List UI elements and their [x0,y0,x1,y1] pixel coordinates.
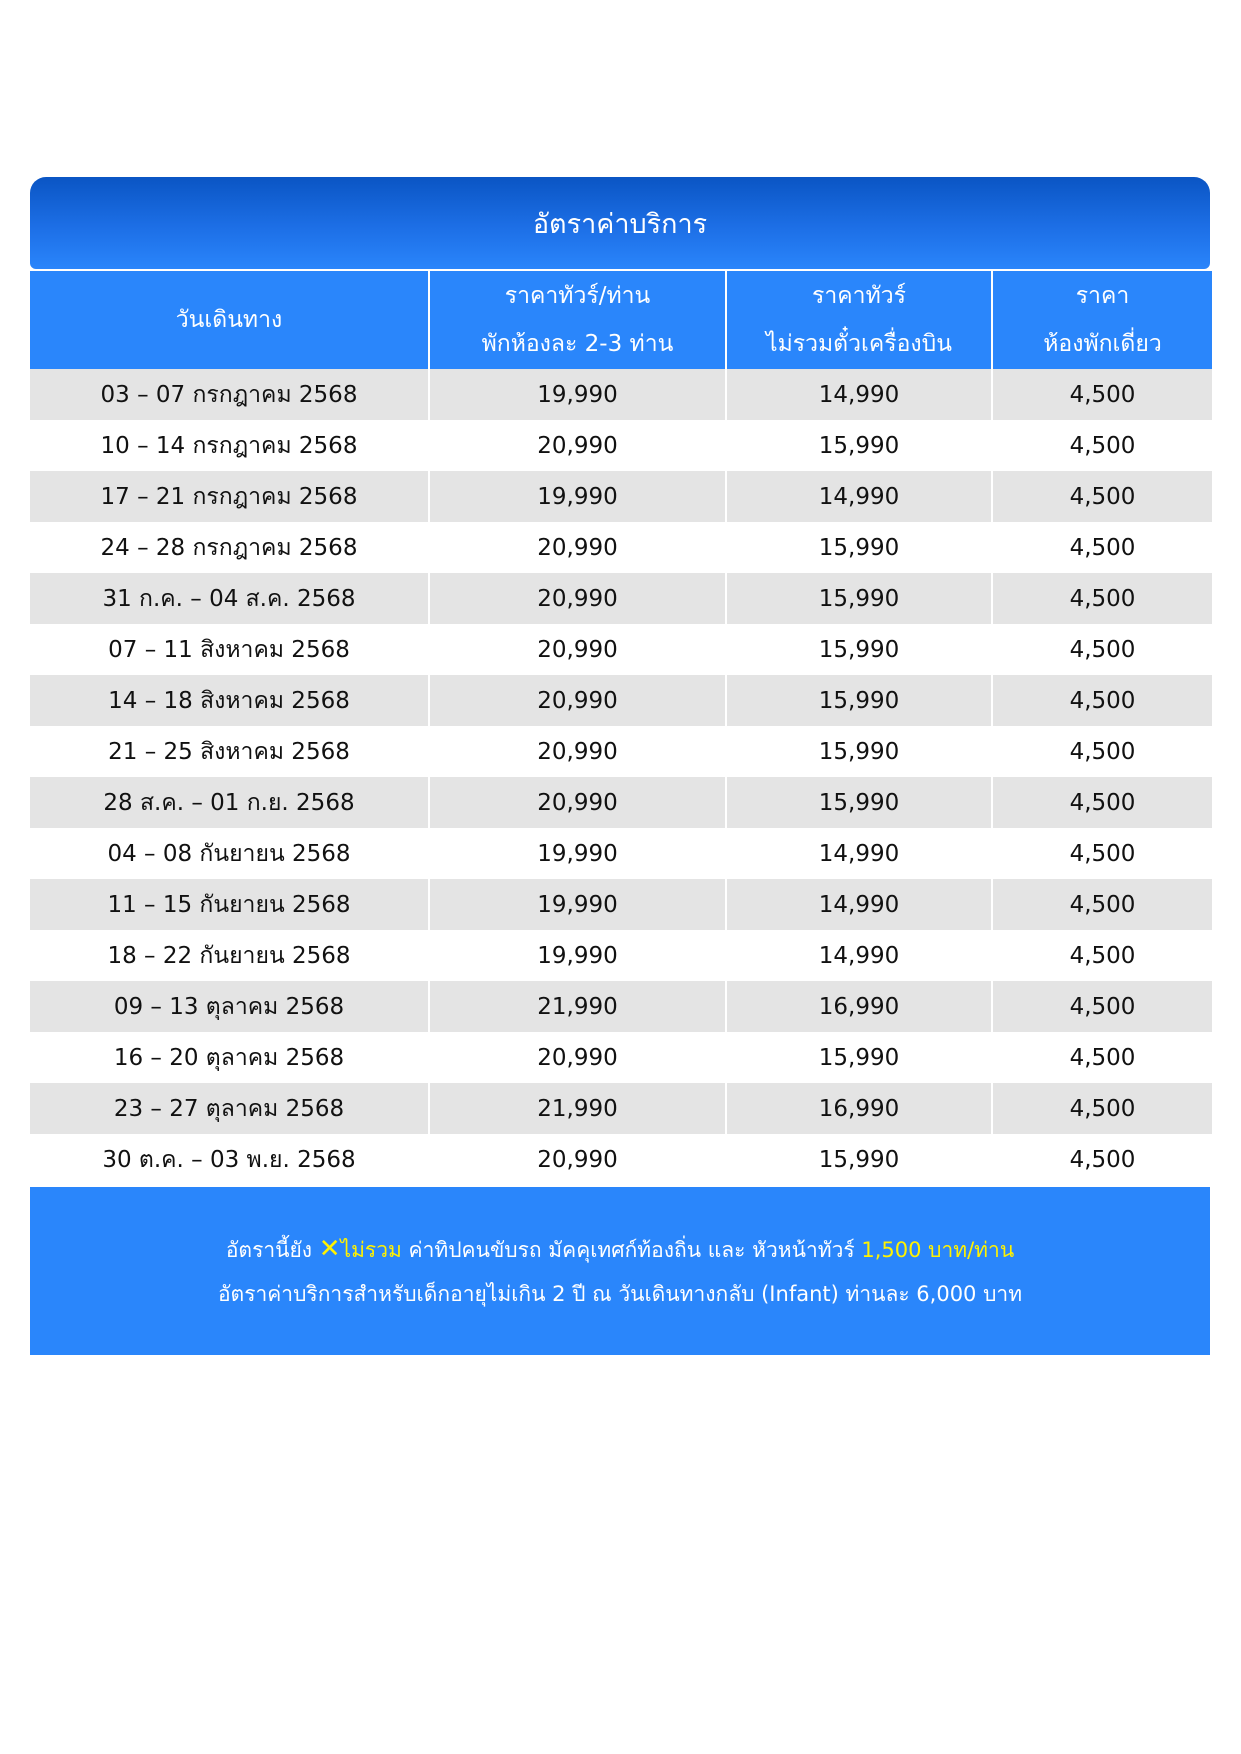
no-flight-price-cell: 16,990 [727,1083,991,1134]
travel-date-cell: 17 – 21 กรกฎาคม 2568 [30,471,428,522]
no-flight-price-cell: 15,990 [727,420,991,471]
travel-date-cell: 03 – 07 กรกฎาคม 2568 [30,369,428,420]
single-room-cell: 4,500 [993,981,1212,1032]
table-row [30,828,1212,879]
tour-price-cell: 20,990 [430,777,725,828]
travel-date-cell: 21 – 25 สิงหาคม 2568 [30,726,428,777]
travel-date-cell: 14 – 18 สิงหาคม 2568 [30,675,428,726]
tour-price-cell: 19,990 [430,828,725,879]
tour-price-cell: 19,990 [430,879,725,930]
table-row [30,1083,1212,1134]
no-flight-price-cell: 14,990 [727,930,991,981]
single-room-cell: 4,500 [993,624,1212,675]
table-title: อัตราค่าบริการ [30,177,1210,269]
travel-date-cell: 11 – 15 กันยายน 2568 [30,879,428,930]
tour-price-cell: 21,990 [430,1083,725,1134]
single-room-cell: 4,500 [993,777,1212,828]
note-line-1: อัตรานี้ยัง ✕ไม่รวม ค่าทิปคนขับรถ มัคคุเทศก์ท้องถิ่น และ หัวหน้าทัวร์ 1,500 บาท/ท่าน [225,1233,1015,1264]
travel-date-cell: 28 ส.ค. – 01 ก.ย. 2568 [30,777,428,828]
travel-date-cell: 24 – 28 กรกฎาคม 2568 [30,522,428,573]
single-room-cell: 4,500 [993,1083,1212,1134]
no-flight-price-cell: 14,990 [727,879,991,930]
table-row [30,369,1212,420]
header-no-flight-price: ราคาทัวร์ ไม่รวมตั๋วเครื่องบิน [727,271,991,369]
not-included-label: ไม่รวม [340,1237,402,1262]
no-flight-price-cell: 15,990 [727,675,991,726]
no-flight-price-cell: 15,990 [727,1134,991,1185]
table-row [30,777,1212,828]
no-flight-price-cell: 16,990 [727,981,991,1032]
header-travel-date: วันเดินทาง [30,271,428,369]
no-flight-price-cell: 15,990 [727,1032,991,1083]
single-room-cell: 4,500 [993,1134,1212,1185]
table-row [30,1134,1212,1185]
no-flight-price-cell: 15,990 [727,777,991,828]
no-flight-price-cell: 14,990 [727,471,991,522]
travel-date-cell: 10 – 14 กรกฎาคม 2568 [30,420,428,471]
no-flight-price-cell: 14,990 [727,828,991,879]
table-row [30,675,1212,726]
travel-date-cell: 07 – 11 สิงหาคม 2568 [30,624,428,675]
tour-price-cell: 19,990 [430,930,725,981]
travel-date-cell: 31 ก.ค. – 04 ส.ค. 2568 [30,573,428,624]
single-room-cell: 4,500 [993,726,1212,777]
no-flight-price-cell: 15,990 [727,573,991,624]
price-table-container [30,177,1210,1355]
header-tour-price: ราคาทัวร์/ท่าน พักห้องละ 2-3 ท่าน [430,271,725,369]
table-row [30,930,1212,981]
table-row [30,471,1212,522]
table-row [30,522,1212,573]
single-room-cell: 4,500 [993,420,1212,471]
table-row [30,1032,1212,1083]
travel-date-cell: 23 – 27 ตุลาคม 2568 [30,1083,428,1134]
tour-price-cell: 20,990 [430,726,725,777]
single-room-cell: 4,500 [993,879,1212,930]
table-row [30,420,1212,471]
travel-date-cell: 09 – 13 ตุลาคม 2568 [30,981,428,1032]
travel-date-cell: 18 – 22 กันยายน 2568 [30,930,428,981]
close-x-icon: ✕ [318,1233,341,1264]
tour-price-cell: 20,990 [430,1134,725,1185]
travel-date-cell: 04 – 08 กันยายน 2568 [30,828,428,879]
table-row [30,879,1212,930]
tour-price-cell: 21,990 [430,981,725,1032]
travel-date-cell: 30 ต.ค. – 03 พ.ย. 2568 [30,1134,428,1185]
table-row [30,624,1212,675]
note-line-2: อัตราค่าบริการสำหรับเด็กอายุไม่เกิน 2 ปี ณ วันเดินทางกลับ (Infant) ท่านละ 6,000 บาท [217,1281,1023,1306]
no-flight-price-cell: 15,990 [727,624,991,675]
table-row [30,726,1212,777]
header-row [30,271,1212,369]
tour-price-cell: 19,990 [430,471,725,522]
table-row [30,573,1212,624]
single-room-cell: 4,500 [993,675,1212,726]
single-room-cell: 4,500 [993,930,1212,981]
single-room-cell: 4,500 [993,828,1212,879]
travel-date-cell: 16 – 20 ตุลาคม 2568 [30,1032,428,1083]
note-box [30,1187,1210,1355]
tip-amount: 1,500 บาท/ท่าน [861,1237,1015,1262]
single-room-cell: 4,500 [993,573,1212,624]
tour-price-cell: 20,990 [430,573,725,624]
header-single-room: ราคา ห้องพักเดี่ยว [993,271,1212,369]
no-flight-price-cell: 15,990 [727,726,991,777]
tour-price-cell: 20,990 [430,522,725,573]
tour-price-cell: 19,990 [430,369,725,420]
table-row [30,981,1212,1032]
tour-price-cell: 20,990 [430,420,725,471]
single-room-cell: 4,500 [993,471,1212,522]
tour-price-cell: 20,990 [430,624,725,675]
tour-price-cell: 20,990 [430,1032,725,1083]
single-room-cell: 4,500 [993,1032,1212,1083]
single-room-cell: 4,500 [993,522,1212,573]
no-flight-price-cell: 15,990 [727,522,991,573]
price-table [28,271,1214,1185]
no-flight-price-cell: 14,990 [727,369,991,420]
single-room-cell: 4,500 [993,369,1212,420]
tour-price-cell: 20,990 [430,675,725,726]
